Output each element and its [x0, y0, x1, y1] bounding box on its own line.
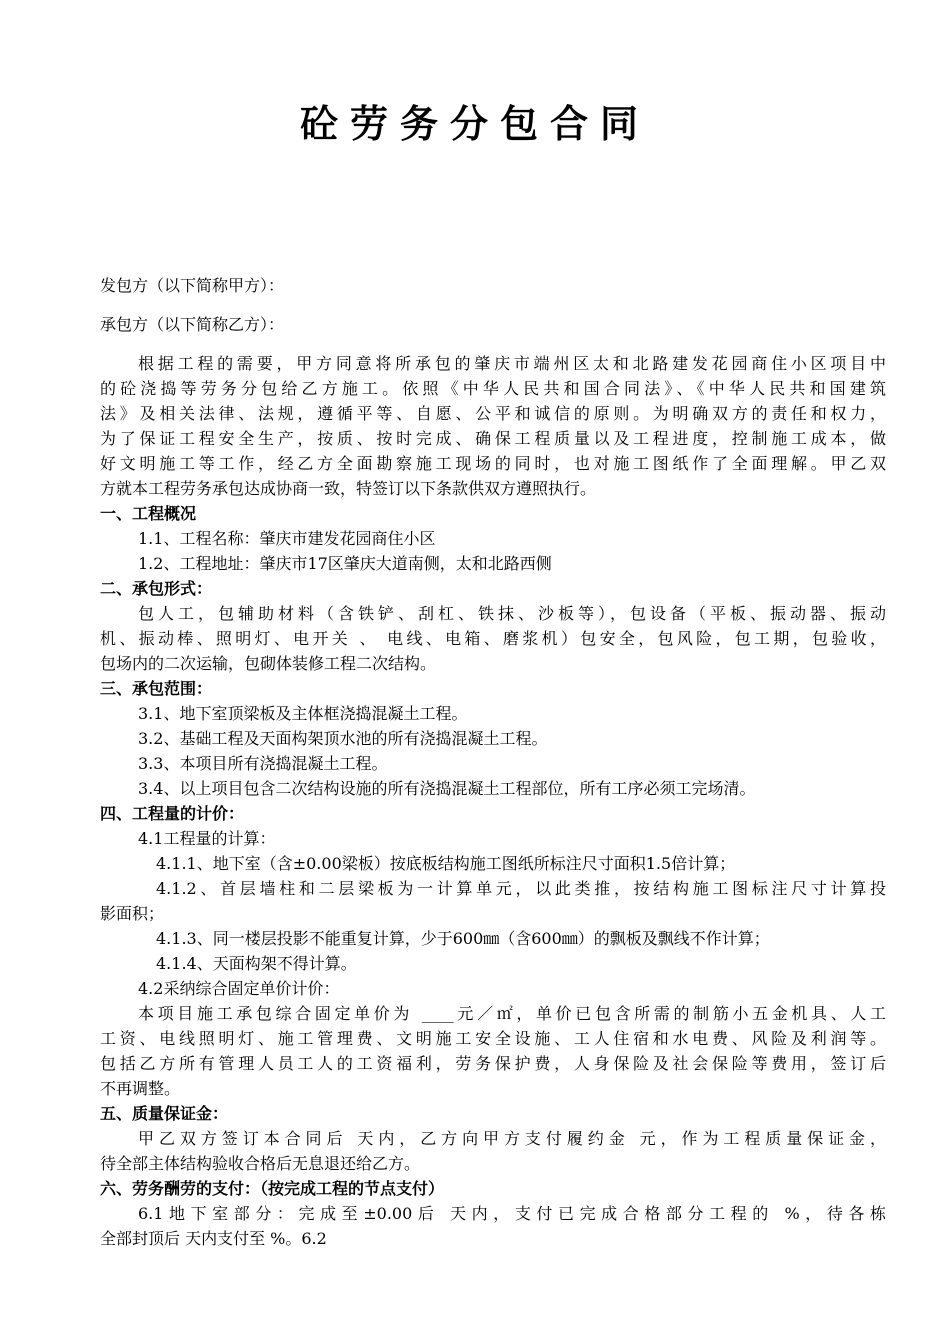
contract-body	[100, 273, 886, 1251]
clause-line: 包人工，包辅助材料（含铁铲、刮杠、铁抹、沙板等），包设备（平板、振动器、振动	[138, 604, 886, 623]
clause-line: 本项目施工承包综合固定单价为 ____元／㎡，单价已包含所需的制筋小五金机具、人工	[138, 1004, 886, 1023]
clause-line: 3.2、基础工程及天面构架顶水池的所有浇捣混凝土工程。	[138, 729, 548, 748]
clause-line: 全部封顶后 天内支付至 %。6.2	[100, 1229, 327, 1248]
clause-line: 甲乙双方签订本合同后 天内，乙方向甲方支付履约金 元，作为工程质量保证金，	[138, 1129, 886, 1148]
section-heading: 二、承包形式：	[100, 579, 213, 598]
clause-line: 4.1.1、地下室（含±0.00梁板）按底板结构施工图纸所标注尺寸面积1.5倍计算；	[156, 854, 736, 873]
party-b-line: 承包方（以下简称乙方）：	[100, 315, 285, 334]
section-heading: 三、承包范围：	[100, 679, 213, 698]
preamble-line: 根据工程的需要，甲方同意将所承包的肇庆市端州区太和北路建发花园商住小区项目中	[138, 354, 886, 373]
clause-line: 影面积；	[100, 904, 165, 923]
section-heading: 四、工程量的计价：	[100, 804, 245, 823]
preamble-line: 为了保证工程安全生产，按质、按时完成、确保工程质量以及工程进度，控制施工成本，做	[100, 429, 886, 448]
preamble-line: 方就本工程劳务承包达成协商一致，特签订以下条款供双方遵照执行。	[100, 479, 597, 498]
clause-line: 3.3、本项目所有浇捣混凝土工程。	[138, 754, 388, 773]
clause-line: 工资、电线照明灯、施工管理费、文明施工安全设施、工人住宿和水电费、风险及利润等。	[100, 1029, 886, 1048]
clause-line: 4.1工程量的计算：	[138, 829, 276, 848]
preamble-line: 好文明施工等工作，经乙方全面勘察施工现场的同时，也对施工图纸作了全面理解。甲乙双	[100, 454, 886, 473]
clause-line: 4.1.3、同一楼层投影不能重复计算，少于600㎜（含600㎜）的飘板及飘线不作计算；	[156, 929, 770, 948]
clause-line: 4.2采纳综合固定单价计价：	[138, 979, 340, 998]
clause-line: 3.1、地下室顶梁板及主体框浇捣混凝土工程。	[138, 704, 468, 723]
preamble-line: 法》及相关法律、法规，遵循平等、自愿、公平和诚信的原则。为明确双方的责任和权力，	[100, 404, 886, 423]
clause-line: 6.1地下室部分：完成至±0.00后 天内，支付已完成合格部分工程的 %，待各栋	[138, 1204, 886, 1223]
section-heading: 五、质量保证金：	[100, 1104, 229, 1123]
clause-line: 不再调整。	[100, 1079, 181, 1098]
party-a-line: 发包方（以下简称甲方）：	[100, 276, 285, 295]
clause-line: 4.1.2、首层墙柱和二层梁板为一计算单元，以此类推，按结构施工图标注尺寸计算投	[156, 879, 886, 898]
section-heading: 六、劳务酬劳的支付：（按完成工程的节点支付）	[100, 1179, 445, 1198]
clause-line: 待全部主体结构验收合格后无息退还给乙方。	[100, 1154, 421, 1173]
section-heading: 一、工程概况	[100, 504, 197, 523]
contract-title: 砼劳务分包合同	[299, 102, 650, 146]
clause-line: 1.1、工程名称：肇庆市建发花园商住小区	[138, 529, 436, 548]
clause-line: 3.4、以上项目包含二次结构设施的所有浇捣混凝土工程部位，所有工序必须工完场清。	[138, 779, 756, 798]
clause-line: 包括乙方所有管理人员工人的工资福利，劳务保护费，人身保险及社会保险等费用，签订后	[100, 1054, 886, 1073]
preamble-line: 的砼浇捣等劳务分包给乙方施工。依照《中华人民共和国合同法》、《中华人民共和国建筑	[100, 379, 886, 398]
clause-line: 机、振动棒、照明灯、电开关 、 电线、电箱、磨浆机）包安全，包风险，包工期，包验收，	[100, 629, 886, 648]
clause-line: 4.1.4、天面构架不得计算。	[156, 954, 357, 973]
clause-line: 1.2、工程地址：肇庆市17区肇庆大道南侧，太和北路西侧	[138, 554, 552, 573]
clause-line: 包场内的二次运输，包砌体装修工程二次结构。	[100, 654, 437, 673]
